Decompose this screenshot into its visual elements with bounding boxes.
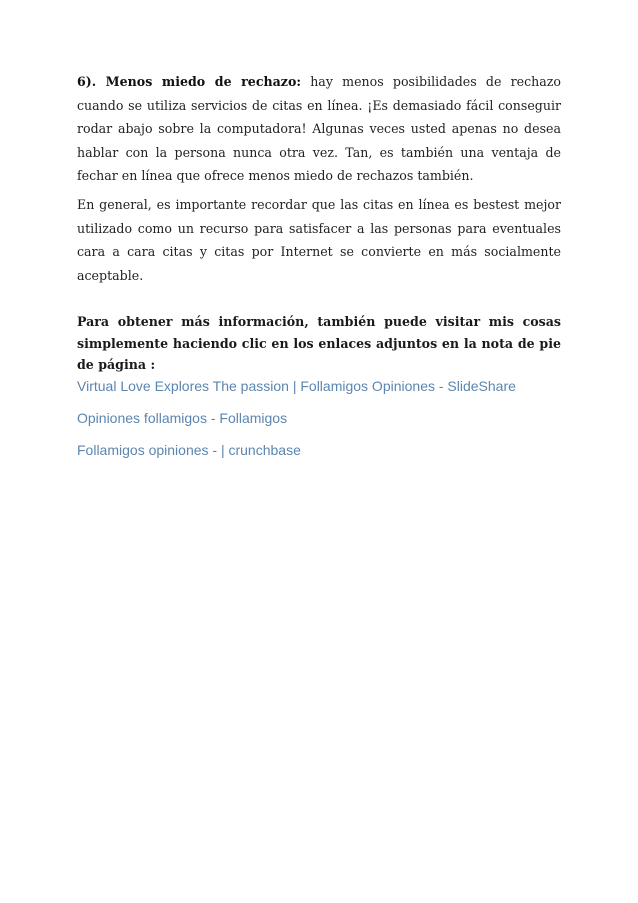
paragraph-rejection-body: hay menos posibilidades de rechazo cuando se utiliza servicios de citas en línea. ¡Es demasiado fácil conseguir rodar abajo sobre la computadora! Algunas veces usted apenas no desea hablar con la persona nunca otra vez. Tan, es también una ventaja de fechar en línea que ofrece menos miedo de rechazos también.	[77, 74, 561, 184]
link-follamigos[interactable]: Opiniones follamigos - Follamigos	[77, 409, 288, 426]
link-slideshare[interactable]: Virtual Love Explores The passion | Follamigos Opiniones - SlideShare	[77, 377, 516, 394]
spacer	[77, 287, 561, 311]
more-info-paragraph: Para obtener más información, también puede visitar mis cosas simplemente haciendo clic en los enlaces adjuntos en la nota de pie de página :	[77, 314, 561, 373]
footnote-links	[77, 377, 561, 459]
link-crunchbase[interactable]: Follamigos opiniones - | crunchbase	[77, 441, 301, 458]
paragraph-summary: En general, es importante recordar que las citas en línea es bestest mejor utilizado como un recurso para satisfacer a las personas para eventuales cara a cara citas y citas por Internet se convierte en más socialmente aceptable.	[77, 196, 561, 283]
paragraph-rejection-heading: 6). Menos miedo de rechazo:	[77, 74, 301, 89]
document-page	[77, 70, 561, 473]
paragraph-rejection	[77, 70, 561, 188]
